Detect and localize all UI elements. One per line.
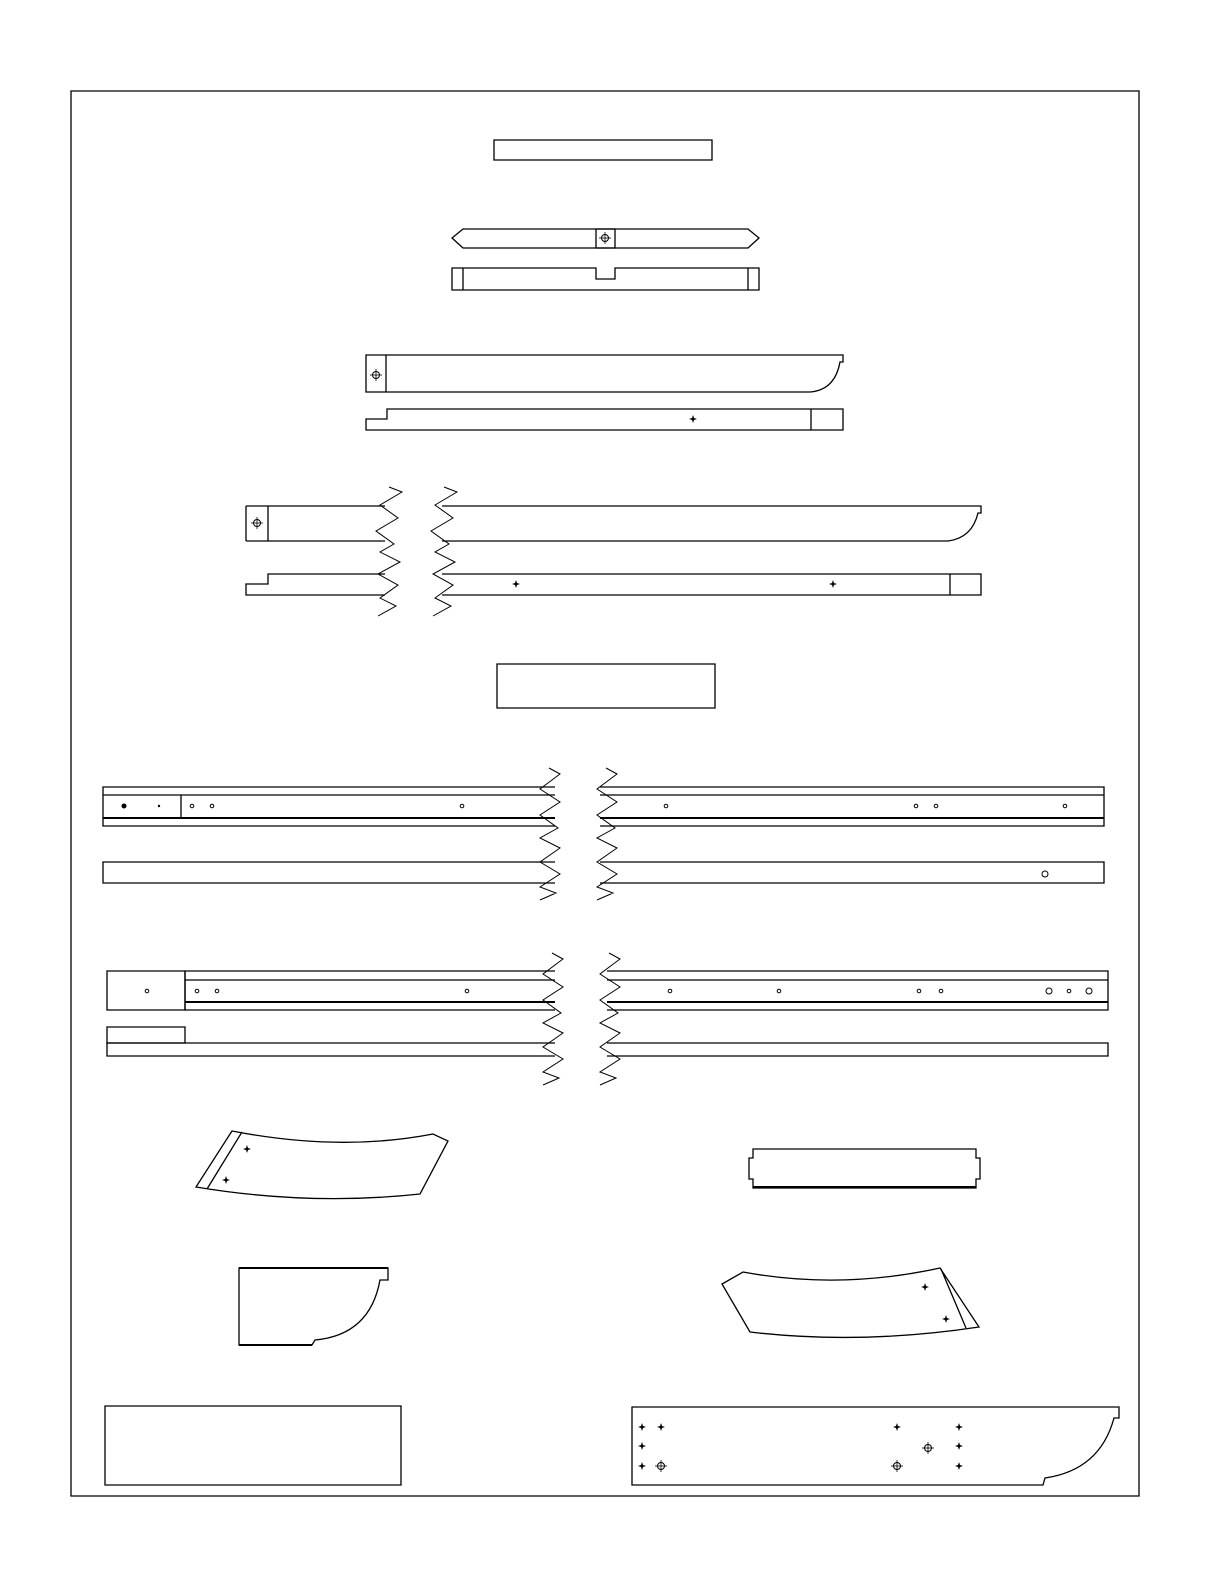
fastener-mark-icon: [829, 580, 837, 588]
fastener-mark-icon: [638, 1462, 646, 1470]
fastener-mark-icon: [657, 1423, 665, 1431]
long-channel-1-side: [103, 862, 1104, 883]
pivot-hole-icon: [251, 517, 263, 529]
curved-brace-left: [196, 1131, 448, 1199]
pivot-hole-icon: [922, 1442, 934, 1454]
short-ogee-rail: [366, 355, 843, 392]
pivot-hole-icon: [655, 1460, 667, 1472]
ogee-bracket: [239, 1268, 388, 1345]
fastener-mark-icon: [893, 1423, 901, 1431]
long-channel-2: [107, 971, 1108, 1010]
pivot-hole-icon: [370, 369, 382, 381]
fastener-mark-icon: [921, 1283, 929, 1291]
pivot-hole-icon: [599, 232, 611, 244]
fastener-mark-icon: [638, 1423, 646, 1431]
label-box-middle: [497, 664, 715, 708]
fastener-mark-icon: [243, 1145, 251, 1153]
notched-plate: [749, 1149, 980, 1188]
fastener-mark-icon: [222, 1176, 230, 1184]
fastener-mark-icon: [955, 1442, 963, 1450]
fastener-mark-icon: [512, 580, 520, 588]
side-panel: [632, 1407, 1119, 1485]
break-line: [540, 768, 617, 900]
fastener-mark-icon: [955, 1423, 963, 1431]
curved-brace-right: [722, 1268, 979, 1337]
pivot-hole-icon: [891, 1460, 903, 1472]
label-box-bottom: [105, 1406, 401, 1485]
break-line: [543, 953, 620, 1085]
label-box-top: [494, 140, 712, 160]
tapered-bar: [452, 229, 759, 248]
sheet-border: [71, 91, 1139, 1496]
fastener-mark-icon: [955, 1462, 963, 1470]
fastener-mark-icon: [638, 1442, 646, 1450]
fastener-mark-icon: [689, 415, 697, 423]
fastener-mark-icon: [942, 1315, 950, 1323]
short-ogee-rail-side: [366, 409, 843, 430]
long-ogee-rail-side: [246, 574, 981, 595]
tapered-bar-side: [452, 268, 759, 290]
long-ogee-rail: [246, 506, 981, 541]
